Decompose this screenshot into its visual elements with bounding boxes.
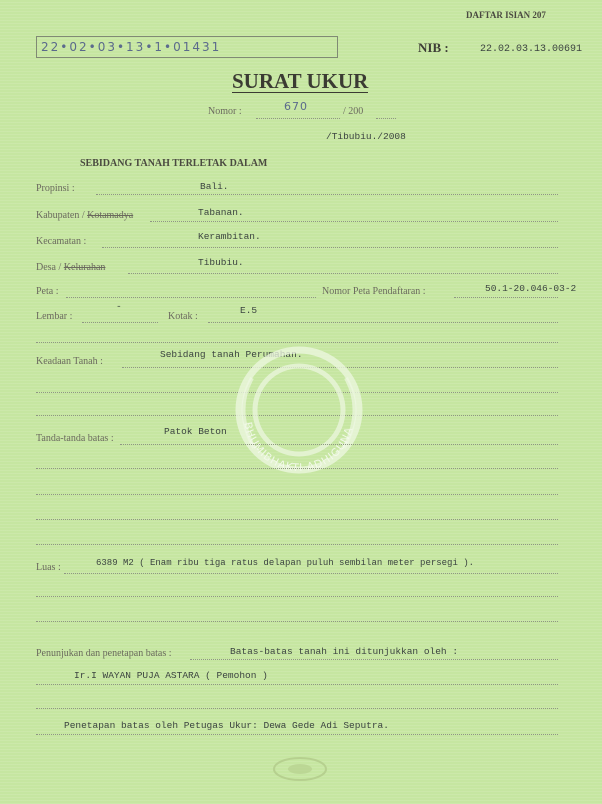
kabupaten-value: Tabanan. (198, 207, 244, 218)
kabupaten-label-text: Kabupaten / (36, 210, 85, 221)
nomor-year-prefix: / 200 (343, 106, 364, 117)
penetapan-value: Penetapan batas oleh Petugas Ukur: Dewa Gede Adi Seputra. (64, 720, 389, 731)
tanda-line (120, 444, 558, 445)
nomor-peta-value: 50.1-20.046-03-2 (485, 283, 577, 294)
location-heading: SEBIDANG TANAH TERLETAK DALAM (80, 158, 268, 169)
nomor-year-line (376, 118, 396, 119)
penetapan-line (36, 734, 558, 735)
ornament-emblem (270, 755, 330, 783)
tanda-value: Patok Beton (164, 426, 227, 437)
nomor-label: Nomor : (208, 106, 242, 117)
document-title: SURAT UKUR (232, 69, 369, 93)
penunjukan-label: Penunjukan dan penetapan batas : (36, 648, 172, 659)
nib-label: NIB : (418, 40, 449, 55)
kotak-line (208, 322, 558, 323)
parcel-number: 22•02•03•13•1•01431 (41, 40, 222, 54)
luas-line-2 (36, 596, 558, 597)
penunjukan-line (190, 659, 558, 660)
form-code: DAFTAR ISIAN 207 (466, 10, 546, 20)
luas-line-3 (36, 621, 558, 622)
propinsi-value: Bali. (200, 181, 229, 192)
luas-value: 6389 M2 ( Enam ribu tiga ratus delapan puluh sembilan meter persegi ). (96, 558, 475, 568)
kelurahan-struck: Kelurahan (63, 262, 106, 273)
lembar-line (82, 322, 158, 323)
nomor-value: 670 (284, 100, 308, 113)
penunjuk-line-2 (36, 708, 558, 709)
peta-line (66, 297, 316, 298)
desa-label (36, 262, 105, 273)
peta-label: Peta : (36, 286, 59, 297)
keadaan-value: Sebidang tanah Perumahan. (160, 349, 303, 360)
keadaan-label: Keadaan Tanah : (36, 356, 103, 367)
nib-value: 22.02.03.13.00691 (480, 44, 583, 55)
tanda-line-3 (36, 494, 558, 495)
tanda-line-2 (36, 468, 558, 469)
tanda-line-5 (36, 544, 558, 545)
tanda-line-4 (36, 519, 558, 520)
kecamatan-label: Kecamatan : (36, 236, 87, 247)
penunjuk-name-line (36, 684, 558, 685)
seal-watermark (214, 338, 384, 488)
penunjuk-name: Ir.I WAYAN PUJA ASTARA ( Pemohon ) (74, 670, 268, 681)
nomor-peta-label: Nomor Peta Pendaftaran : (322, 286, 426, 297)
propinsi-label: Propinsi : (36, 183, 75, 194)
kotamadya-struck: Kotamadya (87, 210, 134, 221)
kotak-label: Kotak : (168, 311, 198, 322)
luas-label: Luas : (36, 562, 61, 573)
lembar-label: Lembar : (36, 311, 73, 322)
kecamatan-value: Kerambitan. (198, 231, 261, 242)
parcel-number-box (36, 36, 338, 58)
desa-line (128, 273, 558, 274)
desa-label-text: Desa / (36, 262, 62, 273)
desa-value: Tibubiu. (198, 257, 244, 268)
nomor-line (256, 118, 340, 119)
lembar-value: - (116, 301, 122, 312)
seal-text: BHUMIBHAKTI ADHIGUNA (241, 421, 356, 475)
kecamatan-line (102, 247, 558, 248)
penunjukan-value: Batas-batas tanah ini ditunjukkan oleh : (230, 646, 459, 657)
kabupaten-line (150, 221, 558, 222)
kabupaten-label (36, 210, 133, 221)
luas-line (64, 573, 558, 574)
kotak-value: E.5 (240, 305, 258, 316)
propinsi-line (96, 194, 558, 195)
tanda-label: Tanda-tanda batas : (36, 433, 114, 444)
place-date: /Tibubiu./2008 (326, 131, 406, 142)
nomor-peta-line (454, 297, 558, 298)
